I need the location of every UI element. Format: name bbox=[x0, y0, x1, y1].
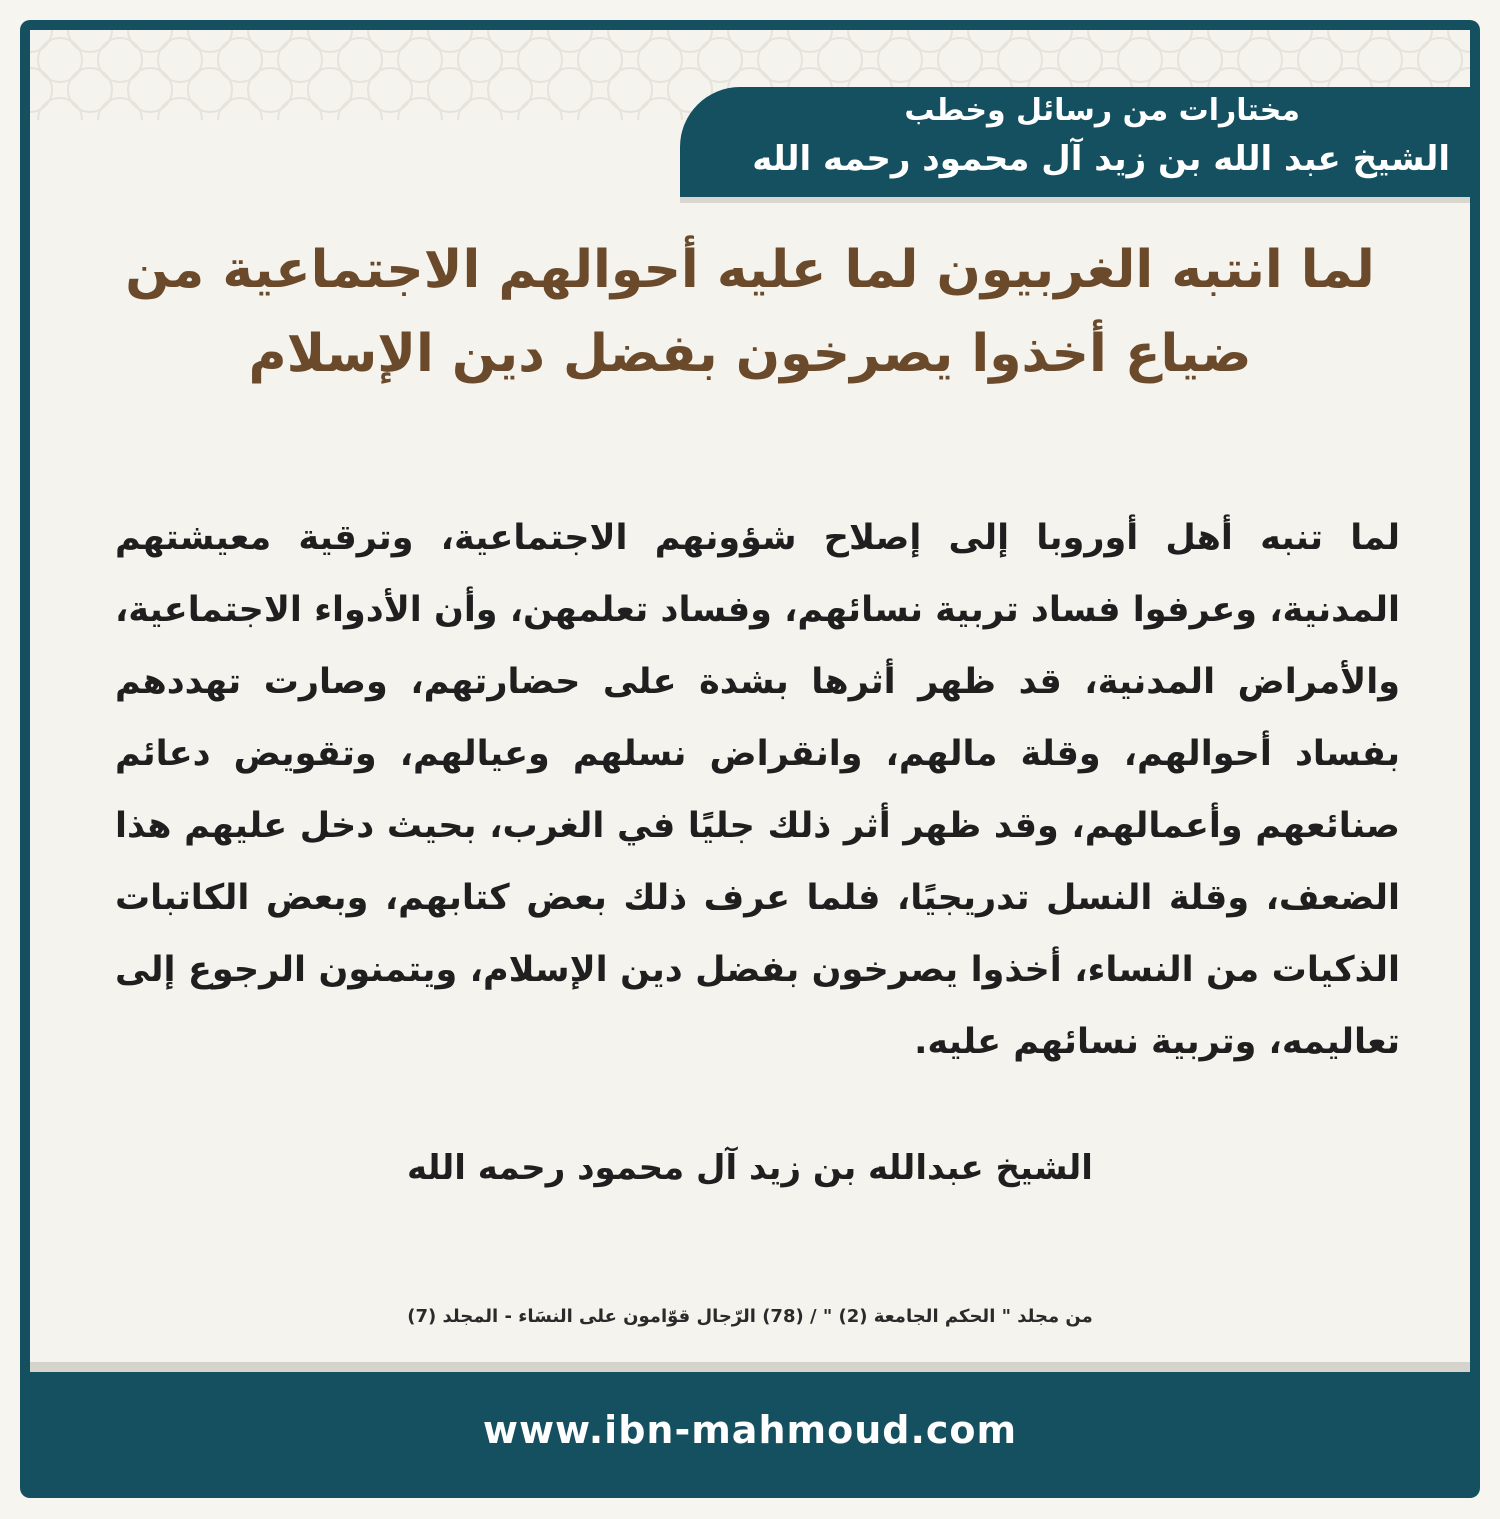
header-banner bbox=[680, 87, 1470, 197]
author-signature: الشيخ عبدالله بن زيد آل محمود رحمه الله bbox=[407, 1148, 1093, 1188]
website-link[interactable]: www.ibn-mahmoud.com bbox=[482, 1408, 1018, 1452]
article-body: لما تنبه أهل أوروبا إلى إصلاح شؤونهم الاجتماعية، وترقية معيشتهم المدنية، وعرفوا فساد تربية نسائهم، وفساد تعلمهن، وأن الأدواء الاجتماعية، والأمراض المدنية، قد ظهر أثرها بشدة على حضارتهم، وصارت تهددهم بفساد أحوالهم، وقلة مالهم، وانقراض نسلهم وعيالهم، وتقويض دعائم صنائعهم وأعمالهم، وقد ظهر أثر ذلك جليًا في الغرب، بحيث دخل عليهم هذا الضعف، وقلة النسل تدريجيًا، فلما عرف ذلك بعض كتابهم، وبعض الكاتبات الذكيات من النساء، أخذوا يصرخون بفضل دين الإسلام، ويتمنون الرجوع إلى تعاليمه، وتربية نسائهم عليه. bbox=[115, 518, 1400, 1062]
sheikh-name-header: الشيخ عبد الله بن زيد آل محمود رحمه الله bbox=[752, 139, 1450, 179]
series-title: مختارات من رسائل وخطب bbox=[904, 93, 1300, 128]
content-panel bbox=[30, 30, 1470, 1370]
source-citation: من مجلد " الحكم الجامعة (2) " / (78) الرّجال قوّامون على النسَاء - المجلد (7) bbox=[407, 1306, 1093, 1327]
article-title: لما انتبه الغربيون لما عليه أحوالهم الاجتماعية من ضياع أخذوا يصرخون بفضل دين الإسلام bbox=[125, 240, 1375, 384]
panel-divider bbox=[30, 1362, 1470, 1372]
